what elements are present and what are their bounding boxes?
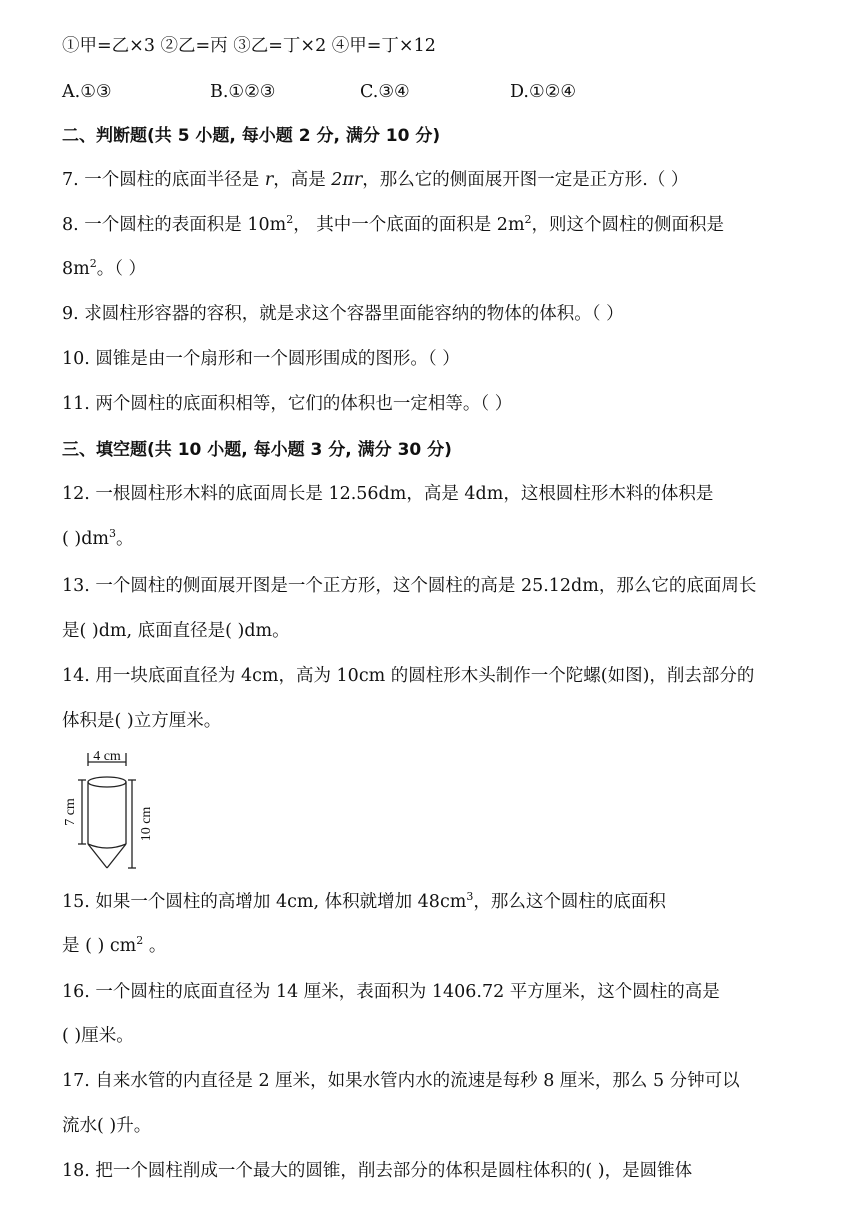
spinning-top-figure [62, 748, 172, 878]
q12-sup: 3 [109, 527, 117, 541]
q7 [62, 168, 840, 192]
q16-line-1: 16. 一个圆柱的底面直径为 14 厘米，表面积为 1406.72 平方厘米，这个圆柱的高是 [62, 982, 720, 1002]
q15-text-c: 是 ( ) cm [62, 936, 137, 956]
q8-line-2 [62, 257, 840, 281]
q6-option-c: C.③④ [360, 82, 410, 102]
q7-radius: r [264, 170, 274, 190]
q15-line-1 [62, 890, 840, 914]
q10: 10. 圆锥是由一个扇形和一个圆形围成的图形。（ ） [62, 349, 460, 369]
q17-line-1: 17. 自来水管的内直径是 2 厘米，如果水管内水的流速是每秒 8 厘米，那么 5 分钟可以 [62, 1071, 740, 1091]
q11: 11. 两个圆柱的底面积相等，它们的体积也一定相等。（ ） [62, 394, 513, 414]
q18-line-1: 18. 把一个圆柱削成一个最大的圆锥，削去部分的体积是圆柱体积的( )，是圆锥体 [62, 1161, 693, 1181]
q8-text-c: ，则这个圆柱的侧面积是 [531, 215, 725, 235]
q15-sup-2: 2 [136, 934, 144, 948]
q8-sup-1: 2 [286, 213, 294, 227]
q8-text-a: 8. 一个圆柱的表面积是 10m [62, 215, 287, 235]
q14-line-1: 14. 用一块底面直径为 4cm，高为 10cm 的圆柱形木头制作一个陀螺(如图)，削去部分的 [62, 666, 755, 686]
q14-line-2: 体积是( )立方厘米。 [62, 711, 222, 731]
section-2-title: 二、判断题(共 5 小题, 每小题 2 分, 满分 10 分) [62, 126, 441, 146]
cylinder-top-ellipse [88, 777, 126, 787]
q8-text-e: 。（ ） [96, 259, 147, 279]
q16-line-2: ( )厘米。 [62, 1026, 134, 1046]
label-10cm: 10 cm [139, 806, 154, 842]
q9: 9. 求圆柱形容器的容积，就是求这个容器里面能容纳的物体的体积。（ ） [62, 304, 624, 324]
q7-height: 2πr [331, 170, 363, 190]
q17-line-2: 流水( )升。 [62, 1116, 152, 1136]
section-3-title: 三、填空题(共 10 小题, 每小题 3 分, 满分 30 分) [62, 440, 452, 460]
q15-text-a: 15. 如果一个圆柱的高增加 4cm, 体积就增加 48cm [62, 892, 467, 912]
q6-option-d: D.①②④ [510, 82, 577, 102]
q15-line-2 [62, 934, 840, 958]
q8-line-1 [62, 213, 840, 237]
q13-line-1: 13. 一个圆柱的侧面展开图是一个正方形，这个圆柱的高是 25.12dm，那么它的底面周长 [62, 576, 757, 596]
q6-option-b: B.①②③ [210, 82, 276, 102]
q6-option-a: A.①③ [62, 82, 112, 102]
q7-part-c: ，那么它的侧面展开图一定是正方形.（ ） [362, 170, 689, 190]
q15-text-b: ，那么这个圆柱的底面积 [473, 892, 666, 912]
q8-sup-3: 2 [89, 257, 97, 271]
q13-line-2: 是( )dm, 底面直径是( )dm。 [62, 621, 290, 641]
q12-text-a: ( )dm [62, 529, 110, 549]
cylinder-bottom-curve [88, 844, 126, 848]
q8-text-b: ， 其中一个底面的面积是 2m [293, 215, 525, 235]
label-4cm: 4 cm [93, 749, 121, 764]
q12-text-b: 。 [116, 529, 134, 549]
q15-sup: 3 [466, 890, 474, 904]
q6-statements: ①甲=乙×3 ②乙=丙 ③乙=丁×2 ④甲=丁×12 [62, 36, 436, 56]
label-7cm: 7 cm [63, 798, 78, 826]
q8-text-d: 8m [62, 259, 90, 279]
q8-sup-2: 2 [524, 213, 532, 227]
q12-line-2 [62, 527, 840, 551]
q7-part-b: ，高是 [273, 170, 332, 190]
q15-text-d: 。 [143, 936, 167, 956]
q12-line-1: 12. 一根圆柱形木料的底面周长是 12.56dm，高是 4dm，这根圆柱形木料的体积是 [62, 484, 714, 504]
q7-part-a: 7. 一个圆柱的底面半径是 [62, 170, 265, 190]
